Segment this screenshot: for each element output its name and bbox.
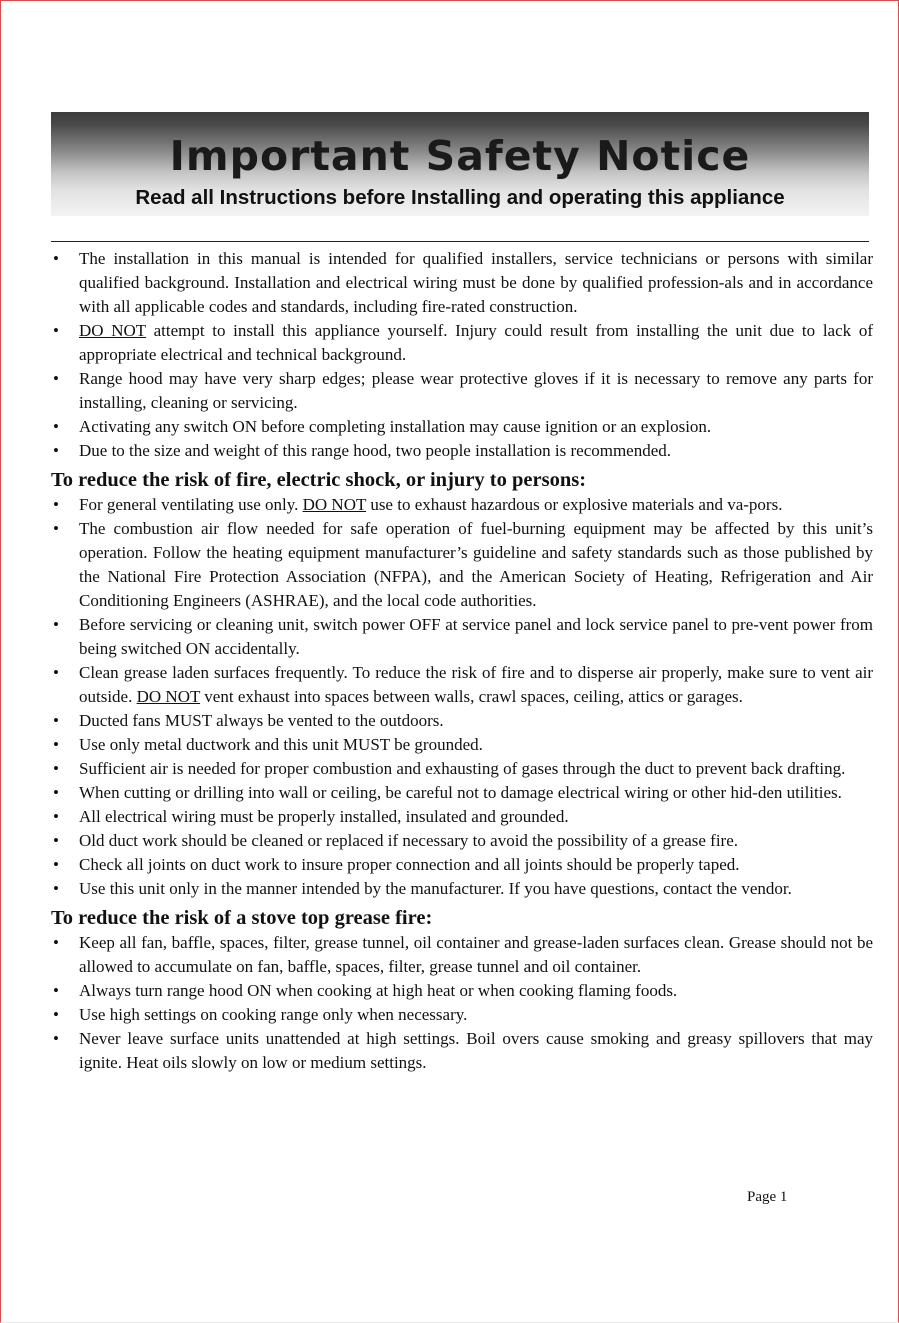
bullet-item: • Activating any switch ON before completing installation may cause ignition or an explosion. xyxy=(51,415,873,439)
bullet-item: • Use this unit only in the manner intended by the manufacturer. If you have questions, contact the vendor. xyxy=(51,877,873,901)
bullet-item: • Ducted fans MUST always be vented to the outdoors. xyxy=(51,709,873,733)
do-not-emphasis: DO NOT xyxy=(302,495,367,514)
bullet-item: • Before servicing or cleaning unit, switch power OFF at service panel and lock service panel to pre-vent power from being switched ON accidentally. xyxy=(51,613,873,661)
do-not-emphasis: DO NOT xyxy=(79,321,146,340)
bullet-item: • Due to the size and weight of this range hood, two people installation is recommended. xyxy=(51,439,873,463)
bullet-item: • Always turn range hood ON when cooking at high heat or when cooking flaming foods. xyxy=(51,979,873,1003)
bullet-item: • Sufficient air is needed for proper combustion and exhausting of gases through the duct to prevent back drafting. xyxy=(51,757,873,781)
bullet-item: • Keep all fan, baffle, spaces, filter, grease tunnel, oil container and grease-laden surfaces clean. Grease should not be allowed to accumulate on fan, baffle, spaces, filter, grease tunnel and oil container. xyxy=(51,931,873,979)
bullet-item: • Use high settings on cooking range only when necessary. xyxy=(51,1003,873,1027)
fire-shock-bullet-list xyxy=(51,493,873,901)
section-heading-grease-fire: To reduce the risk of a stove top grease fire: xyxy=(51,907,433,929)
intro-bullet-list xyxy=(51,247,873,463)
banner-subtitle: Read all Instructions before Installing and operating this appliance xyxy=(135,186,785,209)
section-heading-fire-shock: To reduce the risk of fire, electric shock, or injury to persons: xyxy=(51,469,587,491)
bullet-item: • Clean grease laden surfaces frequently. To reduce the risk of fire and to disperse air properly, make sure to vent air outside. DO NOT vent exhaust into spaces between walls, crawl spaces, ceiling, attics or garages. xyxy=(51,661,873,709)
bullet-item: • When cutting or drilling into wall or ceiling, be careful not to damage electrical wiring or other hid-den utilities. xyxy=(51,781,873,805)
safety-banner xyxy=(51,112,869,216)
divider-rule xyxy=(51,241,869,242)
bullet-item: • Never leave surface units unattended at high settings. Boil overs cause smoking and greasy spillovers that may ignite. Heat oils slowly on low or medium settings. xyxy=(51,1027,873,1075)
do-not-emphasis: DO NOT xyxy=(136,687,201,706)
bullet-item: • For general ventilating use only. DO NOT use to exhaust hazardous or explosive materials and va-pors. xyxy=(51,493,873,517)
bullet-item: • Use only metal ductwork and this unit MUST be grounded. xyxy=(51,733,873,757)
bullet-item: • DO NOT attempt to install this appliance yourself. Injury could result from installing the unit due to lack of appropriate electrical and technical background. xyxy=(51,319,873,367)
bullet-item: • The installation in this manual is intended for qualified installers, service technicians or persons with similar qualified background. Installation and electrical wiring must be done by qualified profession-als and in accordance with all applicable codes and standards, including fire-rated construction. xyxy=(51,247,873,319)
grease-fire-bullet-list xyxy=(51,931,873,1075)
notice-content xyxy=(51,247,873,1075)
bullet-item: • Check all joints on duct work to insure proper connection and all joints should be properly taped. xyxy=(51,853,873,877)
bullet-item: • All electrical wiring must be properly installed, insulated and grounded. xyxy=(51,805,873,829)
banner-title: Important Safety Notice xyxy=(169,132,751,180)
bullet-item: • The combustion air flow needed for safe operation of fuel-burning equipment may be affected by this unit’s operation. Follow the heating equipment manufacturer’s guideline and safety standards such as those published by the National Fire Protection Association (NFPA), and the American Society of Heating, Refrigeration and Air Conditioning Engineers (ASHRAE), and the local code authorities. xyxy=(51,517,873,613)
bullet-item: • Old duct work should be cleaned or replaced if necessary to avoid the possibility of a grease fire. xyxy=(51,829,873,853)
bullet-item: • Range hood may have very sharp edges; please wear protective gloves if it is necessary to remove any parts for installing, cleaning or servicing. xyxy=(51,367,873,415)
page-number: Page 1 xyxy=(747,1189,788,1205)
